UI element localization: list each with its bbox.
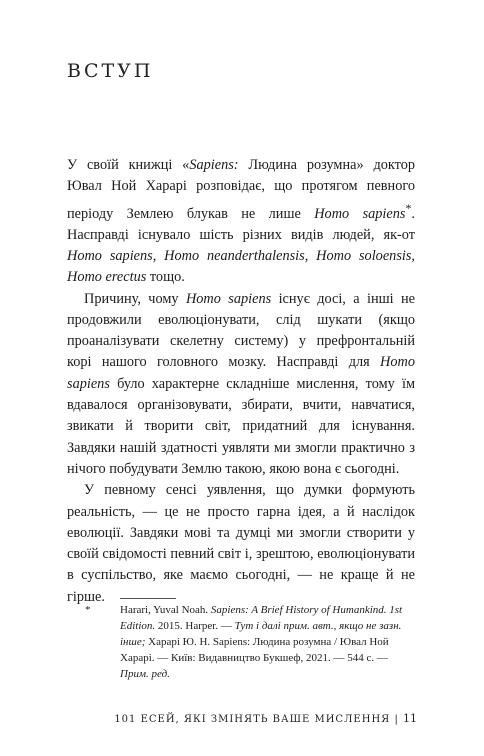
paragraph-italic: Sapiens: [189, 157, 239, 173]
body-text [67, 155, 415, 608]
paragraph-text: існує досі, а інші не продовжили еволюціонувати, слід шукати (якщо проаналізувати скелетну систему) у префронтальній корі нашого головного мозку. Насправді для [67, 290, 415, 371]
footnote-divider [120, 598, 176, 599]
footnote-text [120, 602, 416, 682]
paragraph-text: . Насправді існувало шість різних видів людей, як-от [67, 205, 415, 243]
paragraph-text: було характерне складніше мислення, тому їм вдавалося організовувати, збирати, вчити, навчатися, звикати й творити світ, придатний для існування. Завдяки нашій здатності уявляти ми змогли практично з нічого побудувати Землю такою, якою вона є сьогодні. [67, 375, 415, 477]
paragraph-italic: Homo sapiens [314, 205, 406, 222]
running-footer-title: 101 ЕСЕЙ, ЯКІ ЗМІНЯТЬ ВАШЕ МИСЛЕННЯ [114, 714, 391, 725]
paragraph-text: тощо. [146, 269, 185, 286]
paragraph-text: Людина розумна» доктор Ювал Ной Харарі розповідає, що протягом певного періоду Землею блукав не лише [67, 157, 415, 222]
footnote-text: Harari, Yuval Noah. [120, 604, 211, 616]
footnote-italic: Тут і далі прим. авт., якщо не зазн. інше; [120, 620, 402, 648]
paragraph-italic: Homo sapiens [185, 290, 272, 307]
chapter-heading: ВСТУП [67, 60, 154, 82]
paragraph [67, 155, 415, 289]
footnote-italic: Прим. ред. [120, 668, 170, 680]
running-footer [114, 712, 417, 725]
paragraph [67, 289, 415, 481]
paragraph-italic: Homo sapiens [67, 354, 415, 392]
footnote-mark: * [85, 604, 91, 616]
paragraph-italic: Homo sapiens, Homo neanderthalensis, Homo soloensis, Homo erectus [67, 247, 415, 286]
running-footer-separator: | [394, 714, 399, 725]
paragraph-text: У певному сенсі уявлення, що думки формують реальність, — це не просто гарна ідея, а й наслідок еволюції. Завдяки мові та думці ми змогли створити у своїй свідомості певний світ і, зрештою, еволюціонувати в суспільство, яке маємо сьогодні, — не краще й не гірше. [67, 482, 415, 605]
footnote-reference: * [405, 200, 412, 215]
paragraph [67, 480, 415, 608]
footnote [85, 602, 416, 682]
paragraph-text: У своїй книжці « [67, 157, 190, 173]
page-number: 11 [403, 712, 417, 725]
footnote-text: 2015. Harper. — [155, 620, 235, 632]
footnote-text: Харарі Ю. Н. Sapiens: Людина розумна / Ювал Ной Харарі. — Київ: Видавництво Букшеф, 2021. — 544 с. — [120, 636, 389, 664]
footnote-italic: Sapiens: A Brief History of Humankind. 1st Edition. [120, 604, 403, 632]
paragraph-text: Причину, чому [84, 290, 186, 307]
